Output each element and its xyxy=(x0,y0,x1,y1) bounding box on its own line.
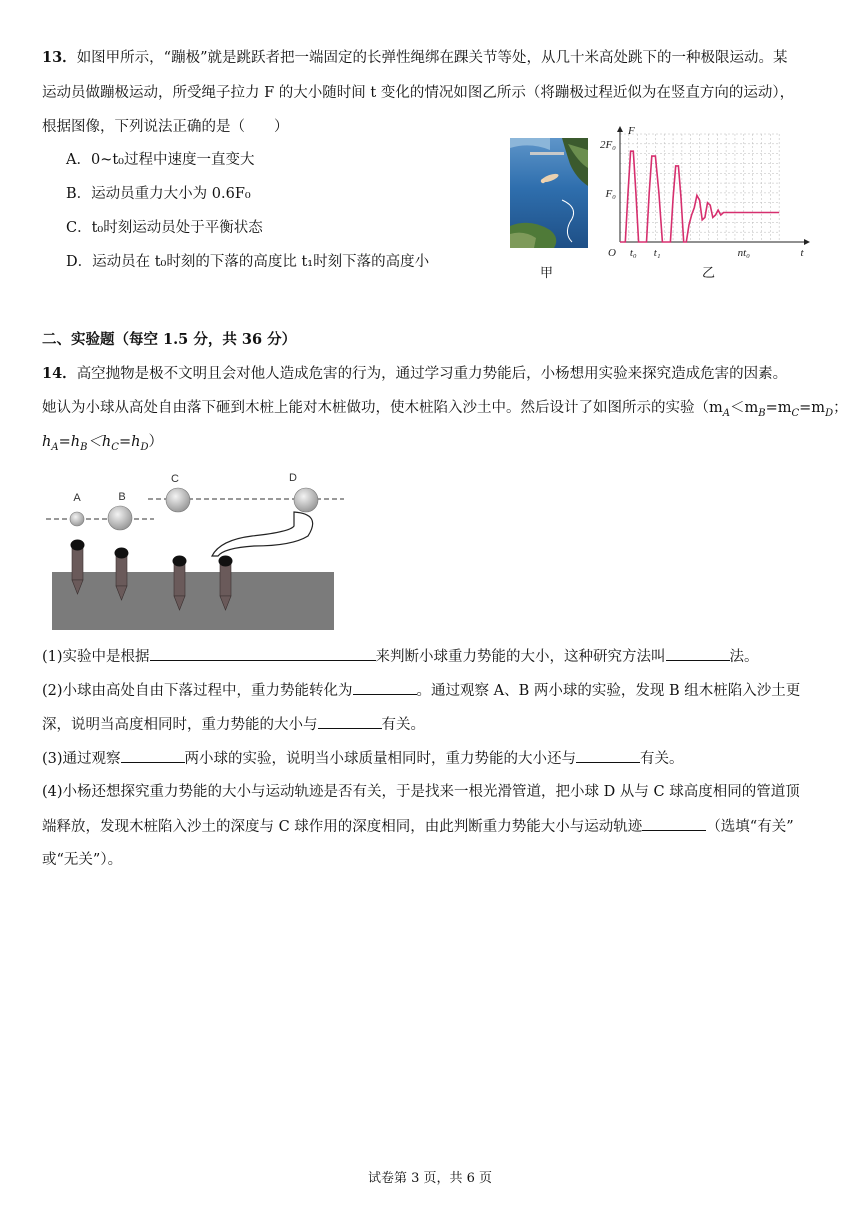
smooth-pipe xyxy=(212,512,313,556)
stake-d xyxy=(220,562,231,596)
chart-tick-labels xyxy=(600,125,805,259)
answer-blank-1[interactable] xyxy=(150,646,376,661)
q14-h-end: ） xyxy=(148,434,163,450)
answer-blank-7[interactable] xyxy=(642,816,706,831)
q14-p1-text-c: 法。 xyxy=(729,649,759,665)
ball-b xyxy=(108,506,132,530)
x-axis-label: t xyxy=(800,247,804,259)
q14-p2-text-a: (2)小球由高处自由下落过程中，重力势能转化为 xyxy=(42,683,353,699)
q14-sub-a: A xyxy=(722,407,730,419)
q14-number: 14． xyxy=(42,365,77,382)
ball-d xyxy=(294,488,318,512)
q14-p1-text-a: (1)实验中是根据 xyxy=(42,649,150,665)
q14-sub-d: D xyxy=(825,407,834,419)
q14-h-sub-a: A xyxy=(51,441,59,453)
stake-c xyxy=(174,562,185,596)
experiment-diagram xyxy=(42,466,352,636)
q14-text-2g: =m xyxy=(799,400,826,416)
q13-option-d: D．运动员在 t₀时刻的下落的高度比 t₁时刻下落的高度小 xyxy=(66,254,430,270)
stake-c-head xyxy=(173,556,187,567)
q13-number: 13． xyxy=(42,49,77,66)
q14-part-1 xyxy=(42,646,759,667)
x-axis-arrow xyxy=(804,239,810,245)
q14-text-2: 她认为小球从高处自由落下砸到木桩上能对木桩做功，使木桩陷入沙土中。然后设计了如图所示的实验（m xyxy=(42,400,723,416)
y-tick-f0: F₀ xyxy=(605,187,616,200)
q14-sub-c: C xyxy=(791,407,800,419)
stake-a xyxy=(72,546,83,580)
caption-yi: 乙 xyxy=(702,266,716,281)
q13-line-1 xyxy=(42,48,788,68)
x-tick-t1: t₁ xyxy=(653,247,661,259)
stake-a-head xyxy=(71,540,85,551)
q13-text-1: 如图甲所示，“蹦极”就是跳跃者把一端固定的长弹性绳绑在踝关节等处，从几十米高处跳下的一种极限运动。某 xyxy=(76,50,788,66)
y-tick-2f0: 2F₀ xyxy=(599,138,616,151)
q14-text-1: 高空抛物是极不文明且会对他人造成危害的行为，通过学习重力势能后，小杨想用实验来探究造成危害的因素。 xyxy=(76,366,788,382)
q14-h-a: h xyxy=(42,434,52,450)
x-tick-nt0: nt₀ xyxy=(737,247,750,259)
y-axis-label: F xyxy=(628,125,635,137)
answer-blank-6[interactable] xyxy=(576,748,640,763)
answer-blank-2[interactable] xyxy=(666,646,730,661)
q13-option-c: C．t₀时刻运动员处于平衡状态 xyxy=(66,220,263,236)
label-a: A xyxy=(73,492,81,504)
q14-part-2 xyxy=(42,680,800,701)
x-tick-t0: t₀ xyxy=(629,247,637,259)
q14-sub-b: B xyxy=(758,407,766,419)
q14-p3-text-c: 有关。 xyxy=(640,751,684,767)
q14-p2-text-b: 。通过观察 A、B 两小球的实验，发现 B 组木桩陷入沙土更 xyxy=(416,683,801,699)
bungee-photo xyxy=(510,138,588,248)
label-d: D xyxy=(289,472,297,484)
q14-part-4-cont xyxy=(42,816,794,837)
force-curve xyxy=(620,151,779,242)
section-2-title: 二、实验题（每空 1.5 分，共 36 分） xyxy=(42,331,297,348)
stake-d-head xyxy=(219,556,233,567)
answer-blank-3[interactable] xyxy=(353,680,417,695)
y-axis-arrow xyxy=(617,126,623,132)
q13-line-2: 运动员做蹦极运动，所受绳子拉力 F 的大小随时间 t 变化的情况如图乙所示（将蹦极过程近似为在竖直方向的运动）， xyxy=(42,85,795,101)
q14-part-3 xyxy=(42,748,684,769)
q14-h-b: =h xyxy=(58,434,81,450)
q14-p4-text-c: （选填“有关” xyxy=(706,819,794,835)
answer-blank-4[interactable] xyxy=(318,714,382,729)
q14-h-c: ＜h xyxy=(87,434,112,450)
q14-part-4: (4)小杨还想探究重力势能的大小与运动轨迹是否有关，于是找来一根光滑管道，把小球 D 从与 C 球高度相同的管道顶 xyxy=(42,784,800,800)
q14-text-2i: ； xyxy=(833,400,848,416)
q13-option-b: B．运动员重力大小为 0.6F₀ xyxy=(66,186,251,202)
page-footer: 试卷第 3 页，共 6 页 xyxy=(367,1171,493,1186)
chart-grid xyxy=(620,134,779,242)
q13-option-a: A．0~t₀过程中速度一直变大 xyxy=(66,152,255,168)
stake-b xyxy=(116,554,127,586)
q14-line-3 xyxy=(42,432,163,458)
x-tick-origin: O xyxy=(608,247,616,259)
force-time-chart xyxy=(592,124,810,260)
stake-b-head xyxy=(115,548,129,559)
q14-p3-text-a: (3)通过观察 xyxy=(42,751,121,767)
q14-h-sub-b: B xyxy=(80,441,88,453)
q14-p2-text-d: 有关。 xyxy=(381,717,425,733)
q14-h-sub-c: C xyxy=(111,441,119,453)
q14-line-2 xyxy=(42,398,848,424)
q14-text-2e: =m xyxy=(765,400,792,416)
q14-p2-text-c: 深，说明当高度相同时，重力势能的大小与 xyxy=(42,717,318,733)
q14-h-d: =h xyxy=(118,434,141,450)
q14-h-sub-d: D xyxy=(140,441,149,453)
q14-p4-text-b: 端释放，发现木桩陷入沙土的深度与 C 球作用的深度相同，由此判断重力势能大小与运动轨迹 xyxy=(42,819,643,835)
caption-jia: 甲 xyxy=(540,266,554,281)
sand-box xyxy=(52,572,334,630)
q14-part-2-cont xyxy=(42,714,425,735)
q14-text-2c: ＜m xyxy=(729,400,759,416)
q14-part-4-end: 或“无关”）。 xyxy=(42,852,123,868)
ball-c xyxy=(166,488,190,512)
q14-p1-text-b: 来判断小球重力势能的大小，这种研究方法叫 xyxy=(375,649,666,665)
label-b: B xyxy=(118,491,126,503)
label-c: C xyxy=(171,473,179,485)
q14-p3-text-b: 两小球的实验，说明当小球质量相同时，重力势能的大小还与 xyxy=(184,751,577,767)
ball-a xyxy=(70,512,84,526)
answer-blank-5[interactable] xyxy=(121,748,185,763)
q13-line-3: 根据图像，下列说法正确的是（ ） xyxy=(42,119,289,135)
q14-line-1 xyxy=(42,364,787,384)
